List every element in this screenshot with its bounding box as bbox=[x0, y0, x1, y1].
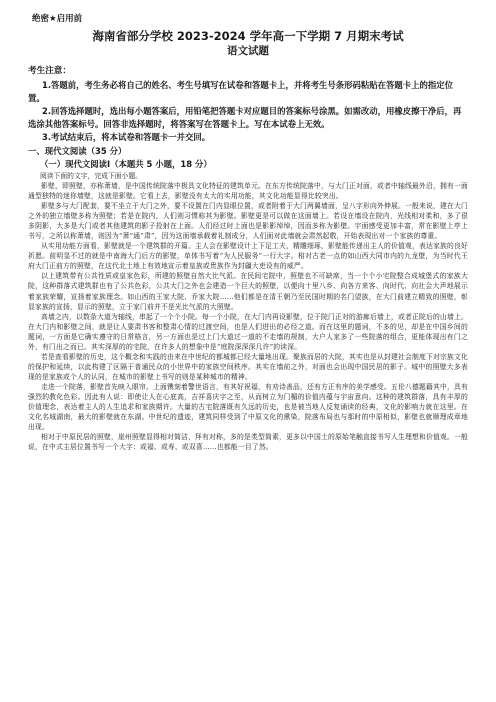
notice-item: 3.考试结束后，将本试卷和答题卡一并交回。 bbox=[42, 132, 211, 142]
section-heading: 一、现代文阅读（35 分） bbox=[28, 146, 127, 156]
subsection-heading: （一）现代文阅读Ⅰ（本题共 5 小题，18 分） bbox=[40, 159, 212, 169]
body-paragraph: 以上建筑带有公共性质或皇家色彩，所建的照壁自然大比气派。在民间宅院中，照壁也不可缺席，当一个个小宅院整合成城堡式的家族大院，这种群落式建筑群也有了公共色彩，公共大门之外也会建造一个巨大的照壁，以便向十里八乡、向各方来客、向时代、向社会大声地展示着家族荣耀，宣扬着家族理念。如山西的王家大院、乔家大院……他们都是在清王朝乃至民国时期的名门望族，在大门前建立精致的照壁，彰显家族的宣扬，显示的照壁，立于家门前并不是光比气派的大照壁。 bbox=[28, 272, 468, 311]
notice-heading: 考生注意： bbox=[28, 66, 71, 76]
reading-instruction: 阅读下面的文字，完成下面小题。 bbox=[40, 172, 142, 180]
body-paragraph: 影壁多与大门配套，要不坐立于大门之外，要不设置在门内显眼位置，或者附着于大门两翼墙面，呈八字形向外伸展。一般来说，建在大门之外的独立墙壁多称为照壁；若是在院内，人们则习惯称其为影壁。影壁更是可以做在这面墙上。若设在墙设在院内，光线相对柔和，多了很多阴影，大多是大门或者其他建筑的影子投射在上面。人们经过时上面也是影影绰绰，因而多称为影壁。宇面感受更加丰富，常在影壁上亭上书写，之所以称萧墙，则因为“萧”通“肃”，因为这面墙承载着礼制成分，人们面对此墙就会肃然起敬，开始表现出对一个家族的尊重。 bbox=[28, 202, 468, 241]
exam-subtitle: 语文试题 bbox=[227, 45, 269, 57]
body-paragraph: 走进一个院落，影壁首先映入眼帘。上面镌刻着警世语言，有其好祝福，有劝诗善品，还有方正有序的美学感受。五伦八德题籍其中，具有强烈的教化色彩。因此有人说：即使让人在心底高，吉祥喜庆字之至，从而树立为门楣的价值内蕴与宇宙意向。这种的建筑群落，具有丰厚的价值理念，表达着主人的人生追求和家族期许。大量的古宅院落既有久远的历史，也是被当地人反复诵读的经典，文化的影响力就在这里。在文化名城湖南，最大的影壁就在东湖。中世纪的遗迹，建筑同样受到了中原文化的熏染，院落布局也与那时的中原相似，影壁也就顺理成章地出现。 bbox=[28, 382, 468, 432]
secret-mark: 绝密★启用前 bbox=[32, 14, 83, 24]
notice-item: 1.答题前，考生务必将自己的姓名、考生号填写在试卷和答题卡上，并将考生号条形码粘贴在答题卡上的指定位置。 bbox=[28, 80, 454, 103]
body-paragraph: 从实用功能方面看，影壁就是一个建筑群的开篇。主人会在影壁设计上下足工夫，精雕细琢，影壁能传递出主人的价值观，表达家族的良好祈愿。前明显不过的就是中南海大门后方的影壁，单体书写着“为人民服务”一行大字。相对古老一点的如山西大同市内的九龙壁，为当时代王府大门正前方的照壁，在这代北土地上有效地宣示着皇族或贵族作为封疆大吏设有的威严。 bbox=[28, 242, 468, 271]
body-paragraph: 影壁，即照壁，亦称萧墙，是中国传统院落中极具文化特征的建筑单元。在东方传统院落中，与大门正对面，或者中轴线最外沿，拥有一面通型独特的迷你墙壁，这就是影壁。它看上去，影壁没有太大的实用功能，其文化功能显得比较突出。 bbox=[28, 182, 468, 201]
notice-item: 2.回答选择题时，选出每小题答案后，用铅笔把答题卡对应题目的答案标号涂黑。如需改动，用橡皮擦干净后，再选涂其他答案标号。回答非选择题时，将答案写在答题卡上。写在本试卷上无效。 bbox=[28, 106, 462, 129]
exam-title: 海南省部分学校 2023-2024 学年高一下学期 7 月期末考试 bbox=[92, 29, 404, 43]
body-paragraph: 若是查看影壁的历史，这个概念和实践的由来在中世纪的都城都已经大量地出现。聚族而居的大院，其实也是从封建社会制度下对宗族文化的保护和延续，以此构建了区隔于普通民众的小世界中的家族空间秩序。其实在墙前之外，对面也会出现中国民居的影子。城中的照壁大多表现的是家族或个人的认同，在城市的影壁上书写的则是某种城市的精神。 bbox=[28, 352, 468, 381]
body-paragraph: 相对于中原民居的照壁，崖州照壁显得相对简洁，拜有对称，多的是类型简素，更多以中国土的原始笔触直接书写人生理想和价值观。一般说，在中式主居位置书写一个大字：或福、或寿、或双喜……也都能一目了然。 bbox=[28, 433, 468, 452]
body-paragraph: 高墙之内，以数条大道为轴线，串起了一个个小院。每一个小院，在大门内再设影壁，位于院门正对的游廊后墙上，或者正院后的山墙上。在大门内和影壁之间，就是让人要肃书客和整肃心情的过渡空间，也是人们进出的必经之道。而在这里的题词，不多的见，却是在中国乡间的题词，一方面是它确实遵守的日常格言，另一方面也是过上门大道过一道的不走墙的规制，大户人家多了一些院落的组合，更能体现出有门之外，有门出之而已。其实深厚的的宅院，在许多人的想象中是“庭院深深深几许”的读深。 bbox=[28, 312, 468, 351]
